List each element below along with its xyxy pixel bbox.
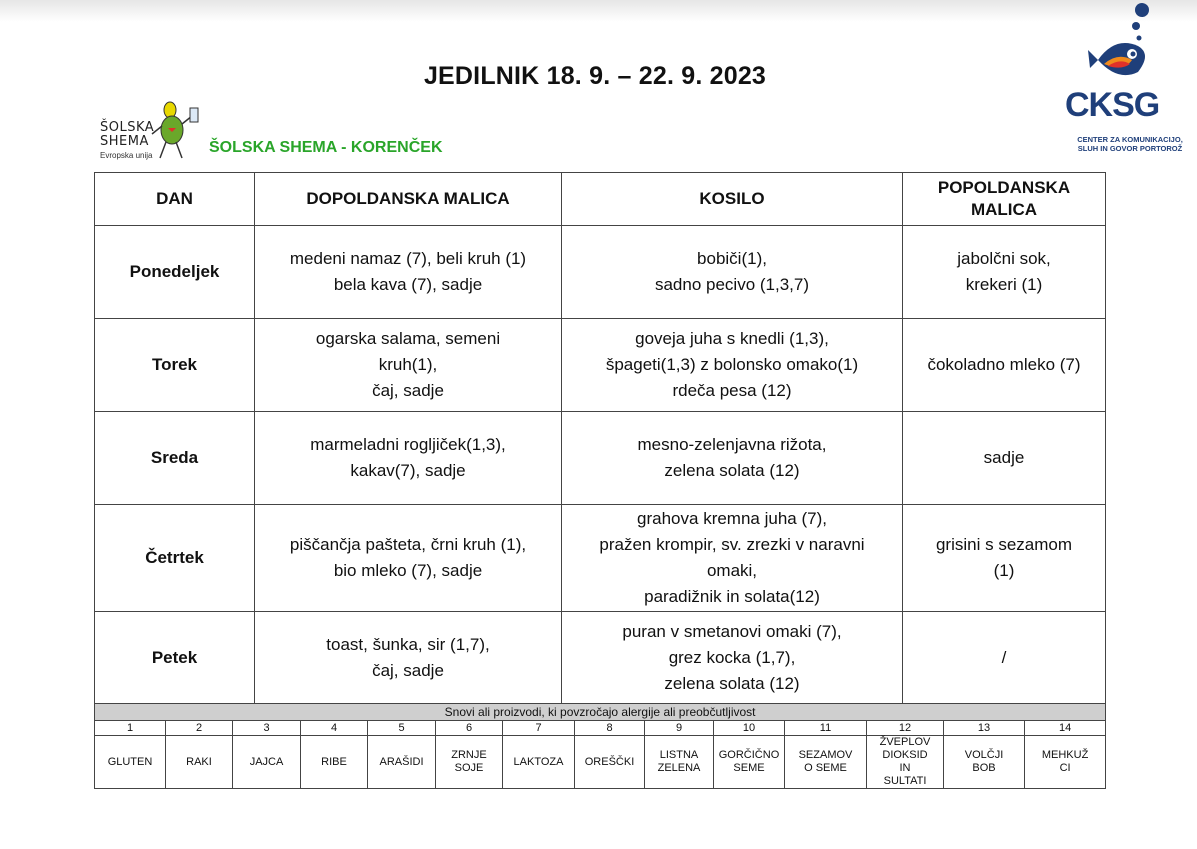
day-cell: Ponedeljek: [95, 226, 255, 319]
allergen-name-line: SEZAMOV: [798, 749, 853, 761]
allergen-number: 12: [867, 721, 944, 736]
fish-logo-icon: [1060, 0, 1190, 90]
allergen-name-line: OREŠČKI: [584, 755, 635, 768]
mascot-icon: [148, 100, 208, 164]
subtitle: ŠOLSKA SHEMA - KORENČEK: [209, 139, 443, 156]
cell-line: čokoladno mleko (7): [927, 355, 1081, 374]
cksg-subtitle-line1: CENTER ZA KOMUNIKACIJO,: [1077, 135, 1183, 144]
allergen-name: [867, 736, 944, 789]
allergen-name-line: GLUTEN: [107, 755, 153, 768]
morning-cell: [255, 319, 562, 412]
cell-line: čaj, sadje: [372, 660, 444, 680]
allergen-name-line: SULTATI: [883, 775, 927, 787]
cell-line: bio mleko (7), sadje: [333, 561, 483, 580]
afternoon-cell: [903, 412, 1106, 505]
allergen-name-line: CI: [1059, 762, 1071, 774]
cell-line: kakav(7), sadje: [350, 461, 466, 480]
allergen-name-line: DIOKSID: [882, 749, 928, 761]
cell-line: /: [1001, 647, 1007, 667]
allergen-name-line: ARAŠIDI: [379, 755, 424, 768]
allergen-name-line: SEME: [733, 762, 765, 774]
menu-table: [94, 172, 1106, 704]
cell-line: bobiči(1),: [697, 249, 767, 268]
top-shade: [0, 0, 1197, 22]
solska-shema-logo: [100, 100, 210, 166]
allergen-name-line: BOB: [972, 762, 996, 774]
logo-left-line3: Evropska unija: [100, 151, 153, 160]
allergen-number: 10: [714, 721, 785, 736]
allergen-name-line: ZRNJE: [451, 749, 487, 761]
allergen-name-line: O SEME: [804, 762, 847, 774]
cksg-subtitle: [1066, 135, 1194, 153]
day-cell: Torek: [95, 319, 255, 412]
lunch-cell: [562, 319, 903, 412]
cell-line: (1): [993, 561, 1015, 580]
allergen-number: 8: [575, 721, 645, 736]
allergen-name-row: [95, 736, 1106, 789]
afternoon-cell: [903, 612, 1106, 704]
day-cell: Četrtek: [95, 505, 255, 612]
menu-row-friday: [95, 612, 1106, 704]
allergen-number: 3: [233, 721, 301, 736]
allergen-name-line: LAKTOZA: [513, 755, 564, 768]
page-title: JEDILNIK 18. 9. – 22. 9. 2023: [423, 62, 767, 90]
allergen-number: 9: [645, 721, 714, 736]
cell-line: mesno-zelenjavna rižota,: [637, 435, 827, 454]
allergen-name: [368, 736, 436, 789]
allergen-number: 14: [1025, 721, 1106, 736]
cell-line: paradižnik in solata(12): [644, 587, 820, 606]
allergen-number: 4: [301, 721, 368, 736]
logo-left-line2: SHEMA: [100, 134, 149, 149]
cell-line: goveja juha s knedli (1,3),: [635, 329, 829, 348]
cell-line: marmeladni rogljiček(1,3),: [310, 435, 506, 454]
cell-line: ogarska salama, semeni: [315, 329, 501, 348]
allergen-name: [301, 736, 368, 789]
day-cell: Sreda: [95, 412, 255, 505]
logo-left-line1: ŠOLSKA: [100, 120, 155, 135]
header-morning: DOPOLDANSKA MALICA: [255, 173, 562, 226]
allergen-number: 13: [944, 721, 1025, 736]
menu-header-row: [95, 173, 1106, 226]
allergen-name-line: SOJE: [454, 762, 484, 774]
allergen-table: [94, 703, 1106, 789]
cell-line: piščančja pašteta, črni kruh (1),: [289, 535, 527, 554]
allergen-name-line: JAJCA: [249, 755, 284, 768]
morning-cell: [255, 412, 562, 505]
allergen-name: [714, 736, 785, 789]
cell-line: zelena solata (12): [664, 673, 800, 693]
cksg-logo: [1060, 0, 1190, 160]
allergen-name: [503, 736, 575, 789]
allergen-name: [575, 736, 645, 789]
allergen-name: [166, 736, 233, 789]
allergen-name-line: IN: [899, 762, 911, 774]
allergen-number: 2: [166, 721, 233, 736]
allergen-name: [944, 736, 1025, 789]
lunch-cell: [562, 612, 903, 704]
allergen-name-line: LISTNA: [659, 749, 699, 761]
allergen-name: [1025, 736, 1106, 789]
afternoon-cell: [903, 226, 1106, 319]
allergen-heading: Snovi ali proizvodi, ki povzročajo alergije ali preobčutljivost: [95, 704, 1106, 721]
lunch-cell: [562, 226, 903, 319]
cell-line: sadno pecivo (1,3,7): [654, 275, 810, 294]
allergen-name-line: MEHKUŽ: [1041, 749, 1089, 761]
cell-line: pražen krompir, sv. zrezki v naravni: [599, 535, 865, 554]
cell-line: omaki,: [706, 561, 758, 580]
morning-cell: [255, 612, 562, 704]
afternoon-cell: [903, 505, 1106, 612]
header-day: DAN: [95, 173, 255, 226]
allergen-name: [436, 736, 503, 789]
cell-line: rdeča pesa (12): [672, 381, 792, 400]
lunch-cell: [562, 505, 903, 612]
cell-line: grez kocka (1,7),: [668, 647, 796, 667]
cell-line: bela kava (7), sadje: [333, 275, 483, 294]
allergen-number: 5: [368, 721, 436, 736]
cell-line: špageti(1,3) z bolonsko omako(1): [605, 355, 859, 374]
allergen-name: [785, 736, 867, 789]
cell-line: sadje: [983, 448, 1025, 467]
menu-row-thursday: [95, 505, 1106, 612]
cksg-name: CKSG: [1065, 86, 1160, 124]
cksg-subtitle-line2: SLUH IN GOVOR PORTOROŽ: [1077, 144, 1183, 153]
day-cell: Petek: [95, 612, 255, 704]
cell-line: krekeri (1): [965, 275, 1043, 294]
allergen-name-line: ŽVEPLOV: [879, 736, 931, 748]
header-lunch: KOSILO: [562, 173, 903, 226]
allergen-name-line: VOLČJI: [964, 749, 1004, 761]
allergen-name-line: GORČIČNO: [718, 749, 780, 761]
cell-line: kruh(1),: [378, 355, 438, 374]
allergen-heading-row: [95, 704, 1106, 721]
menu-row-wednesday: [95, 412, 1106, 505]
menu-row-tuesday: [95, 319, 1106, 412]
allergen-number: 7: [503, 721, 575, 736]
cell-line: grisini s sezamom: [935, 535, 1073, 554]
allergen-number-row: [95, 721, 1106, 736]
allergen-number: 1: [95, 721, 166, 736]
cell-line: zelena solata (12): [664, 461, 800, 480]
morning-cell: [255, 226, 562, 319]
allergen-number: 6: [436, 721, 503, 736]
allergen-name-line: RIBE: [321, 755, 347, 768]
morning-cell: [255, 505, 562, 612]
allergen-name-line: ZELENA: [657, 762, 701, 774]
allergen-name: [233, 736, 301, 789]
allergen-name: [645, 736, 714, 789]
cell-line: toast, šunka, sir (1,7),: [326, 634, 490, 654]
menu-row-monday: [95, 226, 1106, 319]
afternoon-cell: [903, 319, 1106, 412]
cell-line: puran v smetanovi omaki (7),: [622, 621, 842, 641]
header-afternoon: POPOLDANSKA MALICA: [903, 173, 1106, 226]
cell-line: čaj, sadje: [372, 381, 444, 400]
cell-line: jabolčni sok,: [957, 249, 1051, 268]
allergen-number: 11: [785, 721, 867, 736]
cell-line: medeni namaz (7), beli kruh (1): [289, 249, 527, 268]
cell-line: grahova kremna juha (7),: [637, 509, 827, 528]
allergen-name: [95, 736, 166, 789]
allergen-name-line: RAKI: [186, 755, 212, 768]
lunch-cell: [562, 412, 903, 505]
